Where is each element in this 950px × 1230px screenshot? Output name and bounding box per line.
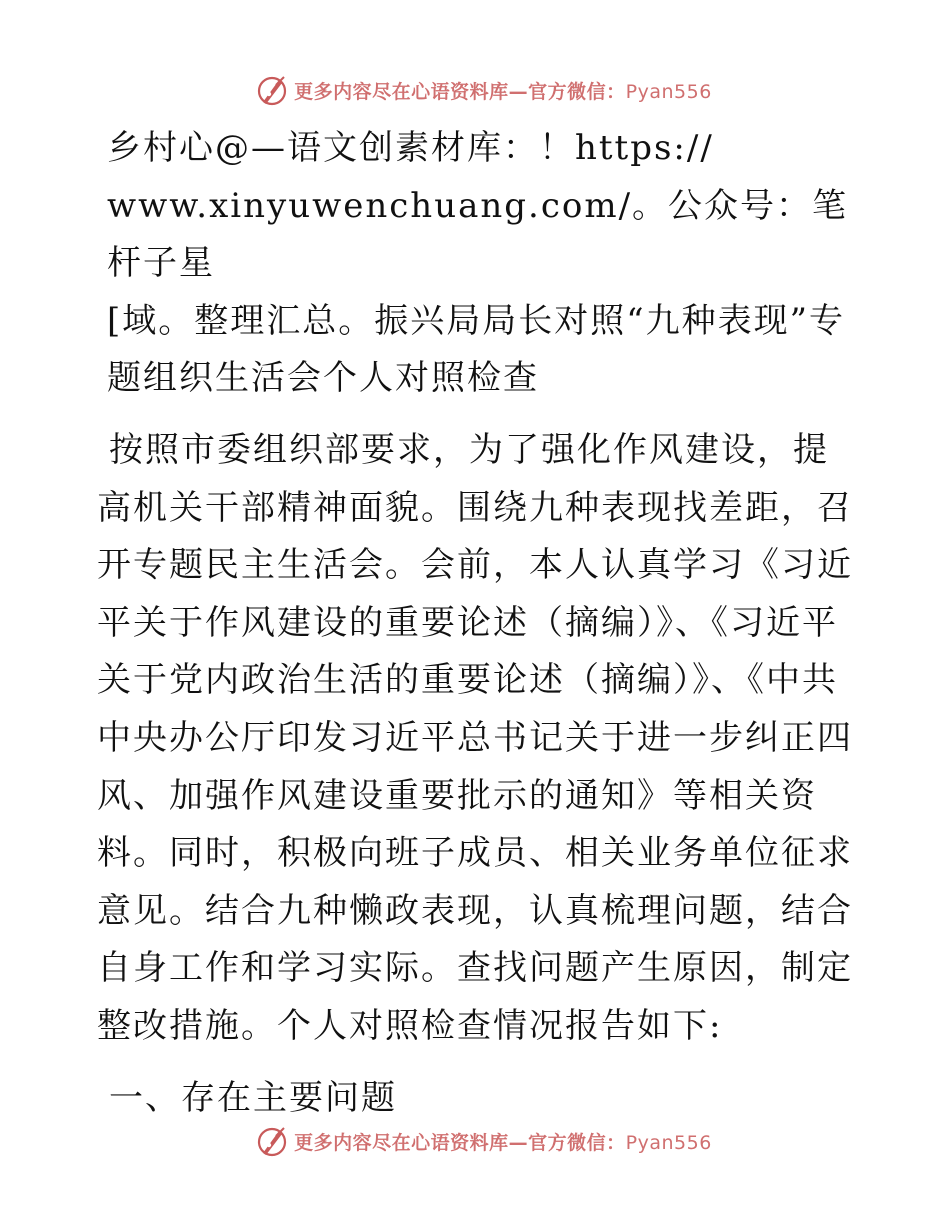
watermark-text: 更多内容尽在心语资料库—官方微信：Pyan556 <box>294 80 712 103</box>
watermark-wechat-id: Pyan556 <box>625 1131 712 1154</box>
watermark-footer <box>0 1121 950 1161</box>
intro-line: 乡村心@—语文创素材库：！https:// <box>107 128 714 168</box>
quill-pen-logo-icon <box>254 72 290 108</box>
document-body <box>97 120 857 1127</box>
intro-line: 题组织生活会个人对照检查 <box>107 358 539 399</box>
body-paragraph: 按照市委组织部要求，为了强化作风建设，提高机关干部精神面貌。围绕九种表现找差距，召开专题民主生活会。会前，本人认真学习《习近平关于作风建设的重要论述（摘编）》、《习近平关于党内政治生活的重要论述（摘编）》、《中共中央办公厅印发习近平总书记关于进一步纠正四风、加强作风建设重要批示的通知》等相关资料。同时，积极向班子成员、相关业务单位征求意见。结合九种懒政表现，认真梳理问题，结合自身工作和学习实际。查找问题产生原因，制定整改措施。个人对照检查情况报告如下: <box>97 429 853 1046</box>
intro-line: www.xinyuwenchuang.com/。公众号：笔杆子星 <box>107 185 849 284</box>
quill-pen-logo-icon <box>254 1123 290 1159</box>
section-heading: 一、存在主要问题 <box>109 1077 397 1118</box>
intro-line: [域。整理汇总。振兴局局长对照“九种表现”专 <box>107 300 846 341</box>
watermark-wechat-id: Pyan556 <box>625 80 712 103</box>
watermark-header <box>0 70 950 110</box>
intro-block <box>97 120 857 408</box>
watermark-text: 更多内容尽在心语资料库—官方微信：Pyan556 <box>294 1131 712 1154</box>
